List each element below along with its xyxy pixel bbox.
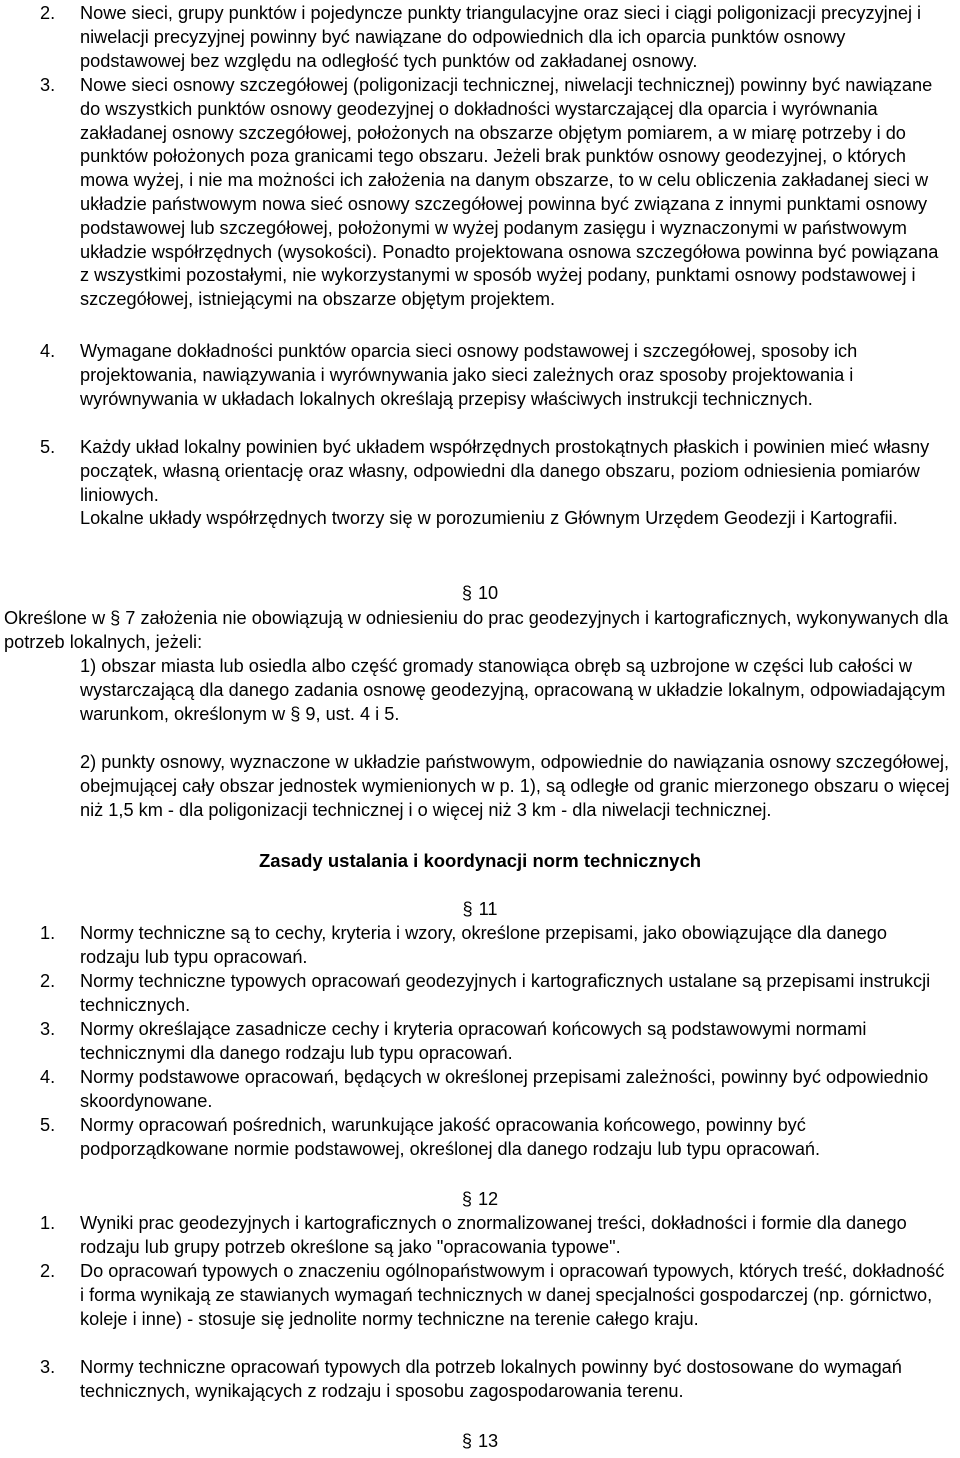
list-item xyxy=(0,340,960,411)
item-text: Normy określające zasadnicze cechy i kryteria opracowań końcowych są podstawowymi normami technicznymi dla danego rodzaju lub typu opracowań. xyxy=(80,1019,867,1063)
item-text: Każdy układ lokalny powinien być układem współrzędnych prostokątnych płaskich i powinien mieć własny początek, własną orientację oraz własny, odpowiedni dla danego obszaru, poziom odniesienia pomiarów liniowych. xyxy=(80,437,930,505)
item-number: 1. xyxy=(40,923,56,943)
section-number-11 xyxy=(0,898,960,922)
section-10-intro: Określone w § 7 założenia nie obowiązują w odniesieniu do prac geodezyjnych i kartograficznych, wykonywanych dla potrzeb lokalnych, jeżeli: xyxy=(4,608,949,652)
item-number: 3. xyxy=(40,1019,56,1039)
section-10-point: 1) obszar miasta lub osiedla albo część gromady stanowiąca obręb są uzbrojone w części lub całości w wystarczającą dla danego zadania osnowę geodezyjną, opracowaną w układzie lokalnym, odpowiadającym warunkom, określonym w § 9, ust. 4 i 5. xyxy=(80,656,946,724)
section-number-13 xyxy=(0,1430,960,1454)
section-10-point: 2) punkty osnowy, wyznaczone w układzie państwowym, odpowiednie do nawiązania osnowy szczegółowej, obejmującej cały obszar jednostek wymienionych w p. 1), są odległe od granic mierzonego obszaru o więcej niż 1,5 km - dla poligonizacji technicznej i o więcej niż 3 km - dla niwelacji technicznej. xyxy=(80,752,950,820)
list-item xyxy=(0,2,960,73)
list-item xyxy=(0,922,960,970)
item-text: Wymagane dokładności punktów oparcia sieci osnowy podstawowej i szczegółowej, sposoby ich projektowania, nawiązywania i wyrównywania jako sieci zależnych oraz sposoby projektowania i wyrównywania w układach lokalnych określają przepisy właściwych instrukcji technicznych. xyxy=(80,341,858,409)
section-number-10 xyxy=(0,582,960,606)
item-text: Normy techniczne opracowań typowych dla potrzeb lokalnych powinny być dostosowane do wymagań technicznych, wynikających z rodzaju i sposobu zagospodarowania terenu. xyxy=(80,1357,902,1401)
list-item xyxy=(0,1260,960,1331)
section-number: 12 xyxy=(477,1189,499,1209)
section-sign: § xyxy=(461,1431,472,1451)
item-number: 5. xyxy=(40,1115,56,1135)
section-number-12 xyxy=(0,1188,960,1212)
item-text: Normy techniczne typowych opracowań geodezyjnych i kartograficznych ustalane są przepisami instrukcji technicznych. xyxy=(80,971,931,1015)
list-item xyxy=(0,1356,960,1404)
item-text: Nowe sieci, grupy punktów i pojedyncze punkty triangulacyjne oraz sieci i ciągi poligonizacji precyzyjnej i niwelacji precyzyjnej powinny być nawiązane do odpowiednich dla ich oparcia punktów osnowy podstawowej bez względu na odległość tych punktów od zakładanej osnowy. xyxy=(80,3,922,71)
list-item xyxy=(0,436,960,531)
list-item xyxy=(0,74,960,312)
list-item xyxy=(0,1066,960,1114)
section-sign: § xyxy=(461,583,472,603)
item-number: 2. xyxy=(40,1261,56,1281)
list-item xyxy=(0,970,960,1018)
item-number: 1. xyxy=(40,1213,56,1233)
item-number: 2. xyxy=(40,971,56,991)
item-number: 5. xyxy=(40,437,56,457)
section-heading: Zasady ustalania i koordynacji norm technicznych xyxy=(258,850,702,871)
item-number: 2. xyxy=(40,3,56,23)
item-text: Do opracowań typowych o znaczeniu ogólnopaństwowym i opracowań typowych, których treść, dokładność i forma wynikają ze stawianych wymagań technicznych w danej specjalności gospodarczej (np. górnictwo, koleje i inne) - stosuje się jednolite normy techniczne na terenie całego kraju. xyxy=(80,1261,945,1329)
item-number: 3. xyxy=(40,1357,56,1377)
item-extra-text: Lokalne układy współrzędnych tworzy się w porozumieniu z Głównym Urzędem Geodezji i Kartografii. xyxy=(80,508,898,529)
section-number: 13 xyxy=(477,1431,499,1451)
item-text: Wyniki prac geodezyjnych i kartograficznych o znormalizowanej treści, dokładności i formie dla danego rodzaju lub grupy potrzeb określone są jako "opracowania typowe". xyxy=(80,1213,907,1257)
section-number: 10 xyxy=(477,583,499,603)
item-number: 4. xyxy=(40,341,56,361)
item-text: Normy podstawowe opracowań, będących w określonej przepisami zależności, powinny być odpowiednio skoordynowane. xyxy=(80,1067,929,1111)
item-text: Normy techniczne są to cechy, kryteria i wzory, określone przepisami, jako obowiązujące dla danego rodzaju lub typu opracowań. xyxy=(80,923,888,967)
list-item xyxy=(0,1114,960,1162)
item-number: 3. xyxy=(40,75,56,95)
item-text: Nowe sieci osnowy szczegółowej (poligonizacji technicznej, niwelacji technicznej) powinny być nawiązane do wszystkich punktów osnowy geodezyjnej o dokładności wystarczającej dla oparcia i wyrównania zakładanej osnowy szczegółowej, położonych na obszarze objętym pomiarem, a w miarę potrzeby i do punktów położonych poza granicami tego obszaru. Jeżeli brak punktów osnowy geodezyjnej, o których mowa wyżej, i nie ma możności ich założenia na danym obszarze, to w celu obliczenia zakładanej sieci w układzie państwowym nowa sieć osnowy szczegółowej powinna być związana z innymi punktami osnowy podstawowej lub szczegółowej, położonymi w wyżej podanym zasięgu i wyznaczonymi w państwowym układzie współrzędnych (wysokości). Ponadto projektowana osnowa szczegółowa powinna być powiązana z wszystkimi pozostałymi, nie wykorzystanymi w sposób wyżej podany, punktami osnowy podstawowej i szczegółowej, istniejącymi na obszarze objętym projektem. xyxy=(80,75,939,310)
section-sign: § xyxy=(461,1189,472,1209)
section-number: 11 xyxy=(478,899,498,919)
item-number: 4. xyxy=(40,1067,56,1087)
section-sign: § xyxy=(462,899,473,919)
list-item xyxy=(0,1212,960,1260)
item-text: Normy opracowań pośrednich, warunkujące jakość opracowania końcowego, powinny być podporządkowane normie podstawowej, określonej dla danego rodzaju lub typu opracowań. xyxy=(80,1115,821,1159)
list-item xyxy=(0,1018,960,1066)
